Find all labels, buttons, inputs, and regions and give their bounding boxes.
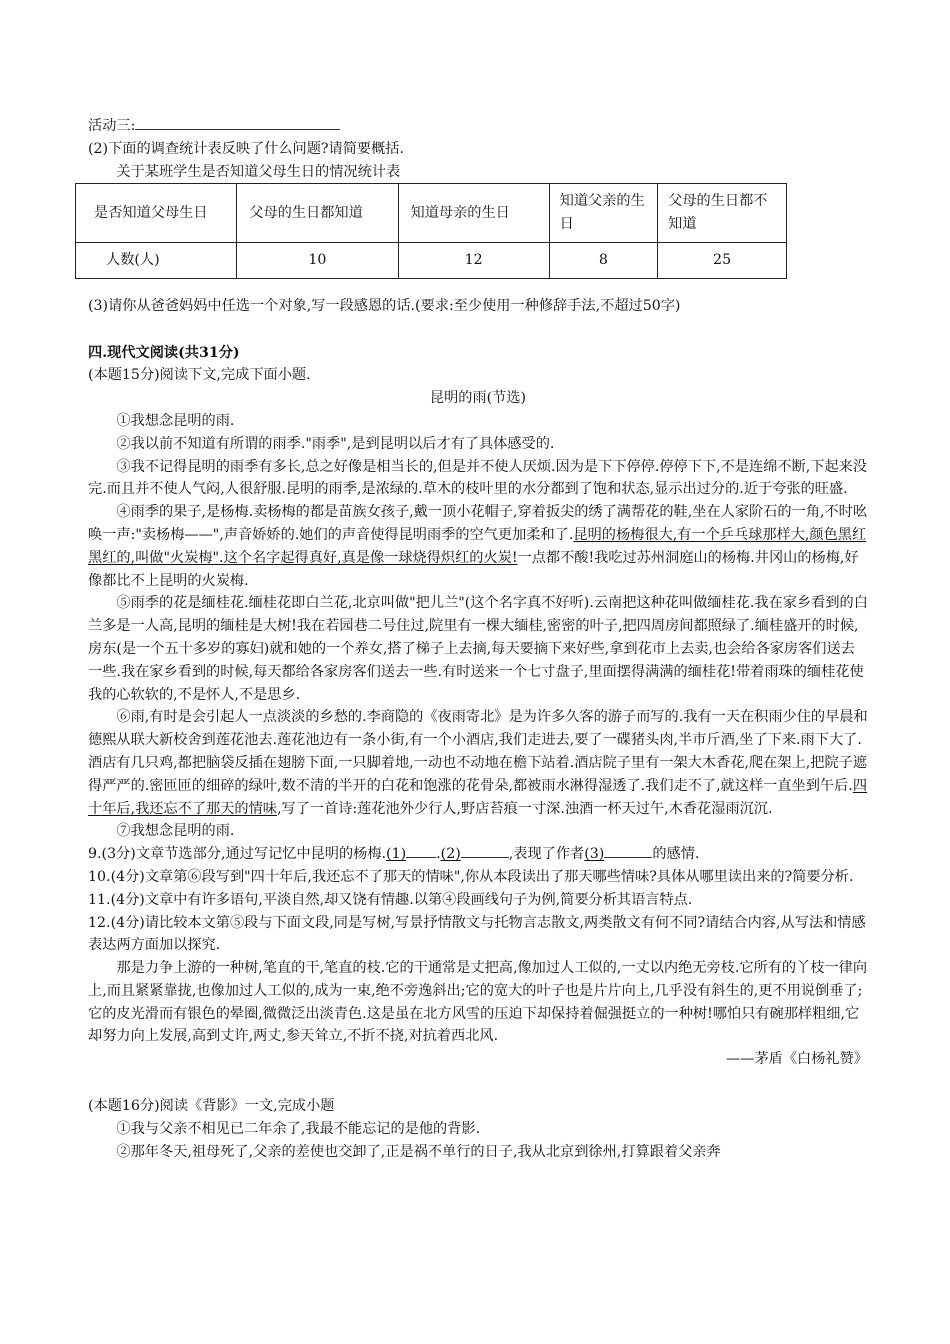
q9-text: ,表现了作者 <box>508 846 585 863</box>
q9-blank-2-label: (2) <box>440 846 461 863</box>
table-header-cell: 是否知道父母生日 <box>76 184 237 243</box>
paragraph-2: ②我以前不知道有所谓的雨季."雨季",是到昆明以后才有了具体感受的. <box>116 435 555 452</box>
question-11: 11.(4分)文章中有许多语句,平淡自然,却又饶有情趣.以第④段画线句子为例,简要分析其语言特点. <box>88 891 693 908</box>
paragraph-6-text-a: ⑥雨,有时是会引起人一点淡淡的乡愁的.李商隐的《夜雨寄北》是为许多久客的游子而写的.我有一天在积雨少住的早晨和德熙从联大新校舍到莲花池去.莲花池边有一条小街,有一个小酒店,我们走进去,要了一碟猪头肉,半市斤酒,坐了下来.雨下大了.酒店有几只鸡,都把脑袋反插在翅膀下面,一只脚着地,一动也不动地在檐下站着.酒店院子里有一架大木香花,爬在架上,把院子遮得严严的.密匝匝的细碎的绿叶,数不清的半开的白花和饱涨的花骨朵,都被雨水淋得湿透了.我们走不了,就这样一直坐到午后. <box>88 709 868 794</box>
paragraph-5: ⑤雨季的花是缅桂花.缅桂花即白兰花,北京叫做"把儿兰"(这个名字真不好听).云南把这种花叫做缅桂花.我在家乡看到的白兰多是一人高,昆明的缅桂是大树!我在若园巷二号住过,院里有一棵大缅桂,密密的叶子,把四周房间都照绿了.缅桂盛开的时候,房东(是一个五十多岁的寡妇)就和她的一个养女,搭了梯子上去摘,每天要摘下来好些,拿到花市上去卖,也会给各家房客们送去一些.我在家乡看到的时候,每天都给各家房客们送去一些.有时送来一个七寸盘子,里面摆得满满的缅桂花!带着雨珠的缅桂花使我的心软软的,不是怀人,不是思乡. <box>88 595 868 703</box>
paragraph-7: ⑦我想念昆明的雨. <box>116 823 235 840</box>
document-page <box>88 115 868 1163</box>
question-10: 10.(4分)文章第⑥段写到"四十年后,我还忘不了那天的情味",你从本段读出了那天哪些情味?具体从哪里读出来的?简要分析. <box>88 868 854 885</box>
activity3-label: 活动三: <box>88 118 136 134</box>
q9-text: 9.(3分)文章节选部分,通过写记忆中昆明的杨梅. <box>88 846 387 863</box>
q9-blank-3[interactable] <box>604 845 652 858</box>
beiying-paragraph-2: ②那年冬天,祖母死了,父亲的差使也交卸了,正是祸不单行的日子,我从北京到徐州,打算跟着父亲奔 <box>116 1143 721 1160</box>
table-header-cell: 父母的生日都不知道 <box>658 184 787 243</box>
passage2-intro: (本题16分)阅读《背影》一文,完成小题 <box>88 1098 335 1115</box>
activity3-answer-blank[interactable] <box>135 115 340 130</box>
table-cell: 8 <box>549 242 658 278</box>
q9-blank-1-label: (1) <box>386 846 407 863</box>
paragraph-6-text-b: ,写了一首诗:莲花池外少行人,野店苔痕一寸深.浊酒一杯天过午,木香花湿雨沉沉. <box>276 800 773 817</box>
paragraph-4-text-b: 一点都不酸!我吃过苏州洞庭山的杨梅.井冈山的杨梅,好像都比不上昆明的火炭梅. <box>88 549 859 589</box>
table-header-cell: 知道母亲的生日 <box>398 184 549 243</box>
table-row-label: 人数(人) <box>76 242 237 278</box>
question-12: 12.(4分)请比较本文第⑤段与下面文段,同是写树,写景抒情散文与托物言志散文,两类散文有何不同?请结合内容,从写法和情感表达两方面加以探究. <box>88 914 866 954</box>
comparison-excerpt: 那是力争上游的一种树,笔直的干,笔直的枝.它的干通常是丈把高,像加过人工似的,一丈以内绝无旁枝.它所有的丫枝一律向上,而且紧紧靠拢,也像加过人工似的,成为一束,绝不旁逸斜出;它的宽大的叶子也是片片向上,几乎没有斜生的,更不用说倒垂了;它的皮光滑而有银色的晕圈,微微泛出淡青色.这是虽在北方风雪的压迫下却保持着倔强挺立的一种树!哪怕只有碗那样粗细,它却努力向上发展,高到丈许,两丈,参天耸立,不折不挠,对抗着西北风. <box>88 960 868 1045</box>
q9-blank-3-label: (3) <box>584 846 605 863</box>
passage1-intro: (本题15分)阅读下文,完成下面小题. <box>88 367 311 384</box>
table-cell: 12 <box>398 242 549 278</box>
table-header-cell: 父母的生日都知道 <box>237 184 398 243</box>
paragraph-6-underlined-sentence: 四十年后,我还忘不了那天的情味 <box>88 777 868 817</box>
q9-blank-1[interactable] <box>406 845 436 858</box>
table-header-row <box>76 184 787 243</box>
stats-table <box>75 183 787 278</box>
q9-text: 的感情. <box>652 846 700 863</box>
table-cell: 25 <box>658 242 787 278</box>
excerpt-attribution: ——茅盾《白杨礼赞》 <box>726 1051 868 1068</box>
paragraph-1: ①我想念昆明的雨. <box>116 412 235 429</box>
paragraph-6 <box>88 706 868 820</box>
q3-prompt: (3)请你从爸爸妈妈中任选一个对象,写一段感恩的话.(要求:至少使用一种修辞手法,不超过50字) <box>88 297 681 314</box>
paragraph-3: ③我不记得昆明的雨季有多长,总之好像是相当长的,但是并不使人厌烦.因为是下下停停.停停下下,不是连绵不断,下起来没完.而且并不使人气闷,人很舒服.昆明的雨季,是浓绿的.草木的枝叶里的水分都到了饱和状态,显示出过分的.近于夸张的旺盛. <box>88 458 868 498</box>
q9-blank-2[interactable] <box>461 845 509 858</box>
passage1-title: 昆明的雨(节选) <box>429 390 527 407</box>
table-header-cell: 知道父亲的生日 <box>549 184 658 243</box>
section4-heading: 四.现代文阅读(共31分) <box>88 344 240 361</box>
activity3-line <box>88 115 868 138</box>
q9-text: . <box>436 846 441 863</box>
q2-prompt: (2)下面的调查统计表反映了什么问题?请简要概括. <box>88 140 404 157</box>
table-title: 关于某班学生是否知道父母生日的情况统计表 <box>116 163 401 180</box>
paragraph-4-text-a: ④雨季的果子,是杨梅.卖杨梅的都是苗族女孩子,戴一顶小花帽子,穿着扳尖的绣了满帮花的鞋,坐在人家阶石的一角,不时吆唤一声:"卖杨梅——",声音娇娇的.她们的声音使得昆明雨季的空气更加柔和了. <box>88 504 868 543</box>
table-cell: 10 <box>237 242 398 278</box>
paragraph-4 <box>88 501 868 592</box>
question-9 <box>88 843 868 866</box>
table-row <box>76 242 787 278</box>
paragraph-4-underlined-sentence: 昆明的杨梅很大,有一个乒乓球那样大,颜色黑红黑红的,叫做"火炭梅".这个名字起得真好,真是像一球烧得炽红的火炭! <box>88 526 867 566</box>
beiying-paragraph-1: ①我与父亲不相见已二年余了,我最不能忘记的是他的背影. <box>116 1120 481 1137</box>
